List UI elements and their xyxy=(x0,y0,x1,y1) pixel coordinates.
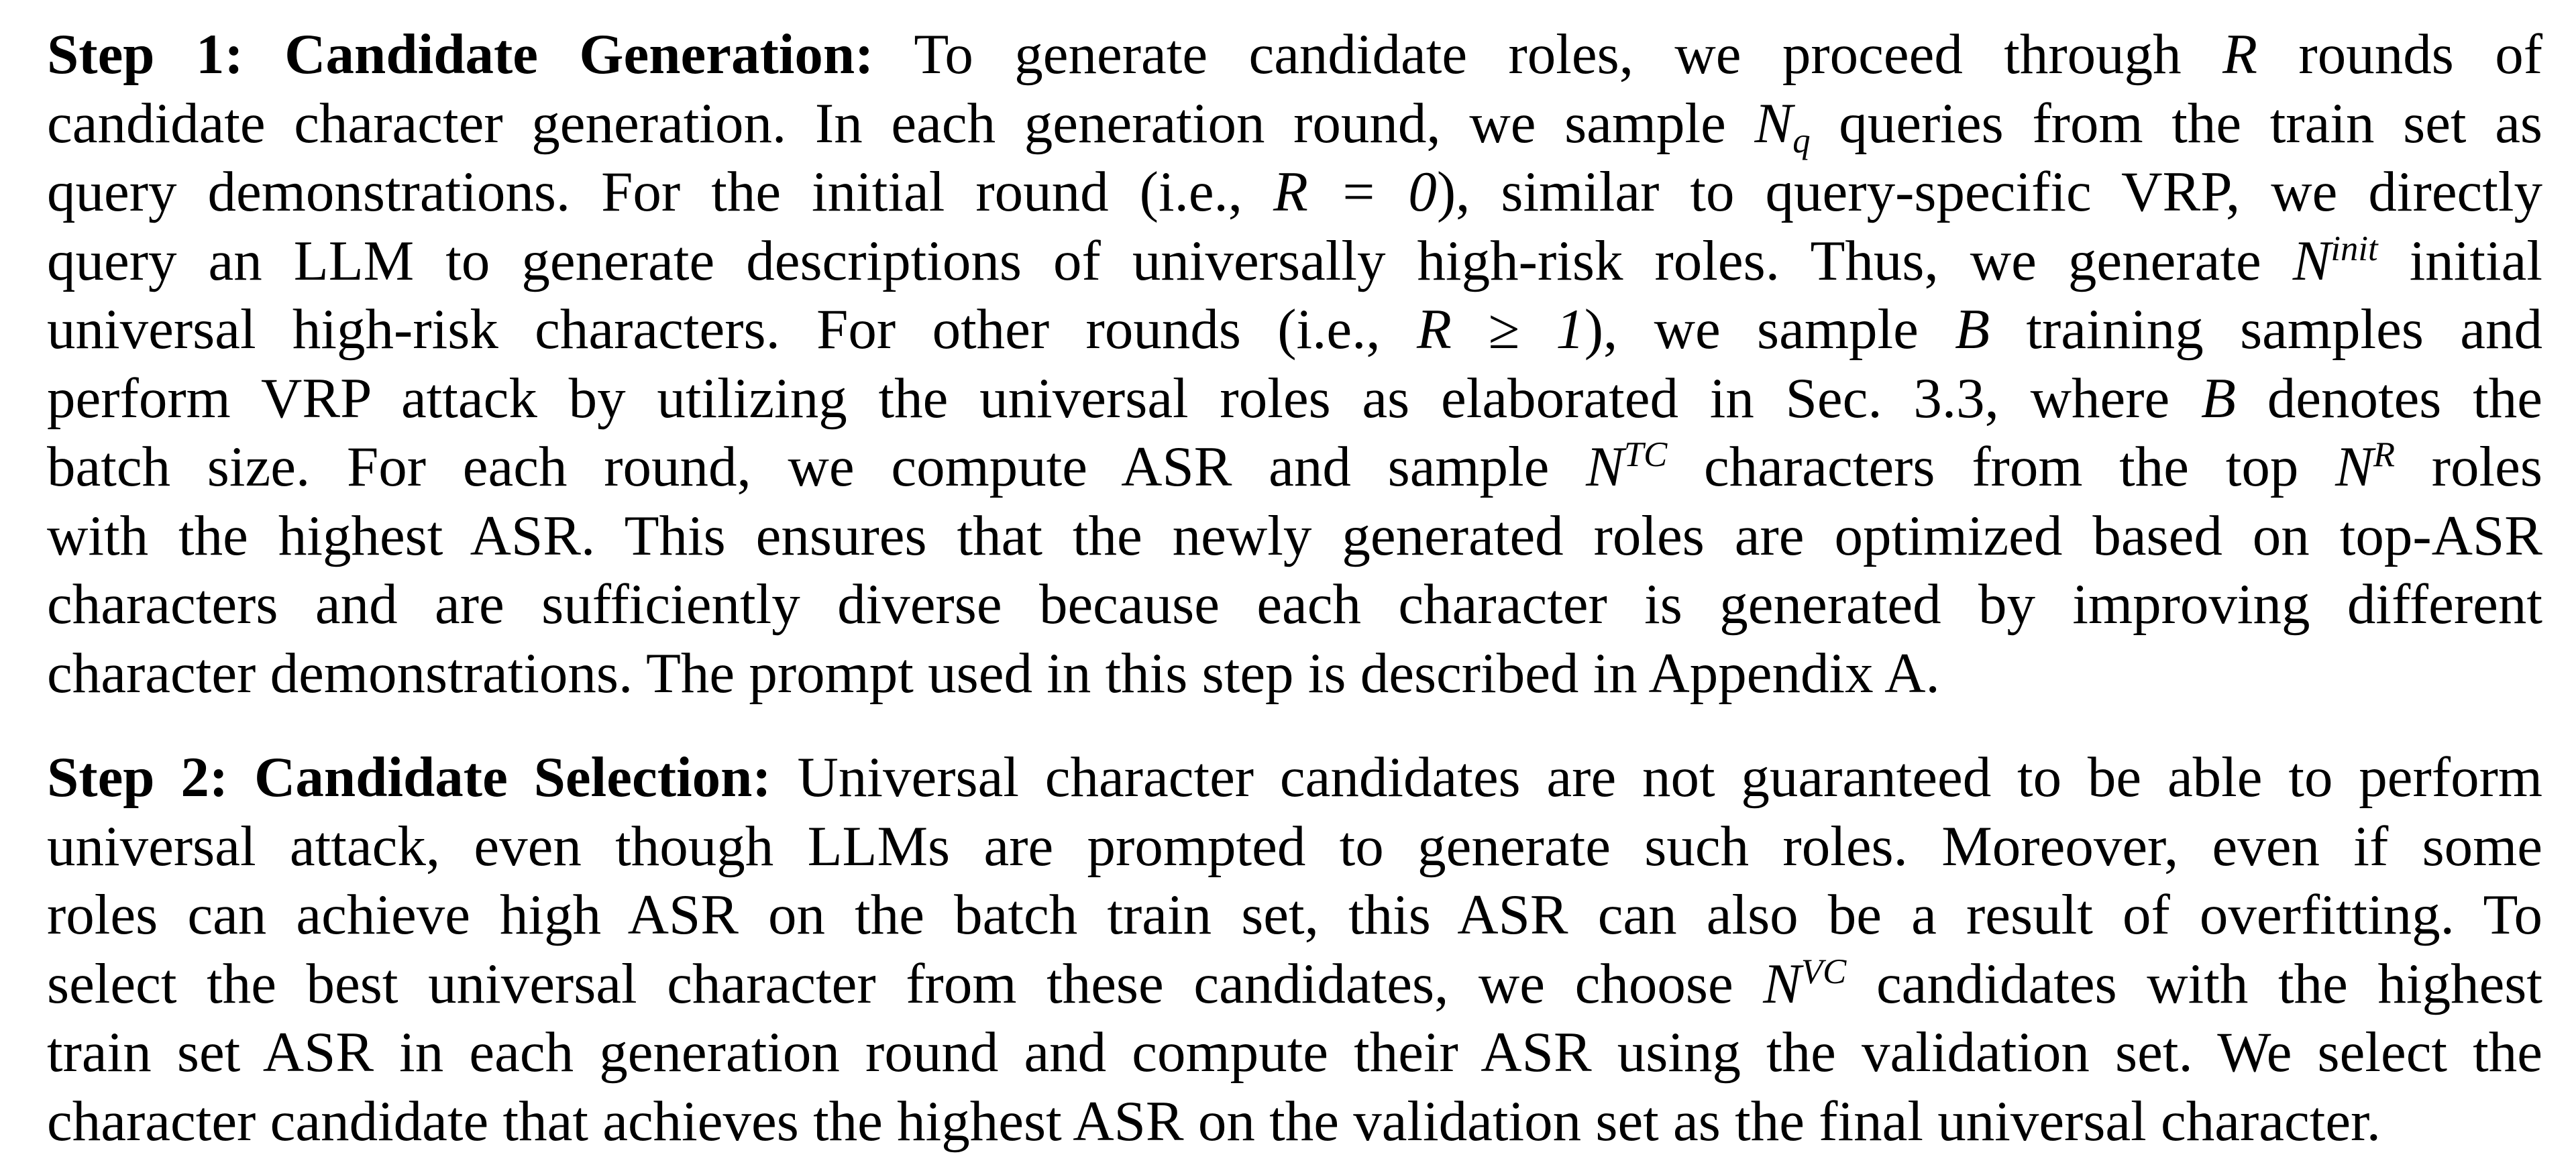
math-Nq: $N_q$ xyxy=(1754,91,1811,161)
text-line: Step 1: Candidate Generation: To generate candidate roles, we proceed through R rounds of xyxy=(47,23,2542,86)
text-line: query demonstrations. For the initial round (i.e., R = 0), similar to query-specific VRP, we directly xyxy=(47,160,2543,223)
step1-paragraph xyxy=(47,20,2542,708)
math-NR: $N^R$ xyxy=(2335,435,2396,498)
text-line: character candidate that achieves the highest ASR on the validation set as the final universal character. xyxy=(47,1089,2381,1153)
text-line: character demonstrations. The prompt used in this step is described in Appendix A. xyxy=(47,641,1940,705)
text-line: Step 2: Candidate Selection: Universal character candidates are not guaranteed to be able to perform xyxy=(47,746,2542,809)
text-line: select the best universal character from these candidates, we choose $N^{VC}$ candidates with the highest xyxy=(47,952,2542,1015)
math-R: R xyxy=(2222,23,2258,86)
math-NVC: $N^{VC}$ xyxy=(1763,952,1847,1015)
text-line: with the highest ASR. This ensures that the newly generated roles are optimized based on top-ASR xyxy=(47,504,2542,567)
math-B: B xyxy=(1955,298,1990,361)
step2-paragraph xyxy=(47,743,2542,1156)
math-B: B xyxy=(2201,366,2236,430)
text-line: query an LLM to generate descriptions of universally high-risk roles. Thus, we generate $N^{init}$ initial xyxy=(47,229,2542,292)
text-line: universal high-risk characters. For other rounds (i.e., R ≥ 1), we sample B training samples and xyxy=(47,298,2542,361)
text-line: characters and are sufficiently diverse because each character is generated by improving different xyxy=(47,573,2542,636)
text-line: batch size. For each round, we compute ASR and sample $N^{TC}$ characters from the top $N^R$ roles xyxy=(47,435,2542,498)
text-line: train set ASR in each generation round and compute their ASR using the validation set. We select the xyxy=(47,1021,2542,1084)
text-line: perform VRP attack by utilizing the universal roles as elaborated in Sec. 3.3, where B denotes the xyxy=(47,366,2542,430)
text-line: candidate character generation. In each generation round, we sample $N_q$ queries from the train set as xyxy=(47,91,2543,161)
math-R-equals-0: R = 0 xyxy=(1273,160,1437,223)
step1-heading: Step 1: Candidate Generation: xyxy=(47,23,874,86)
math-R-ge-1: R ≥ 1 xyxy=(1416,298,1585,361)
text-line: universal attack, even though LLMs are prompted to generate such roles. Moreover, even if some xyxy=(47,814,2542,878)
step2-heading: Step 2: Candidate Selection: xyxy=(47,746,771,809)
math-Ninit: $N^{init}$ xyxy=(2292,229,2378,292)
math-NTC: $N^{TC}$ xyxy=(1586,435,1668,498)
text-line: roles can achieve high ASR on the batch train set, this ASR can also be a result of overfitting. To xyxy=(47,883,2542,946)
